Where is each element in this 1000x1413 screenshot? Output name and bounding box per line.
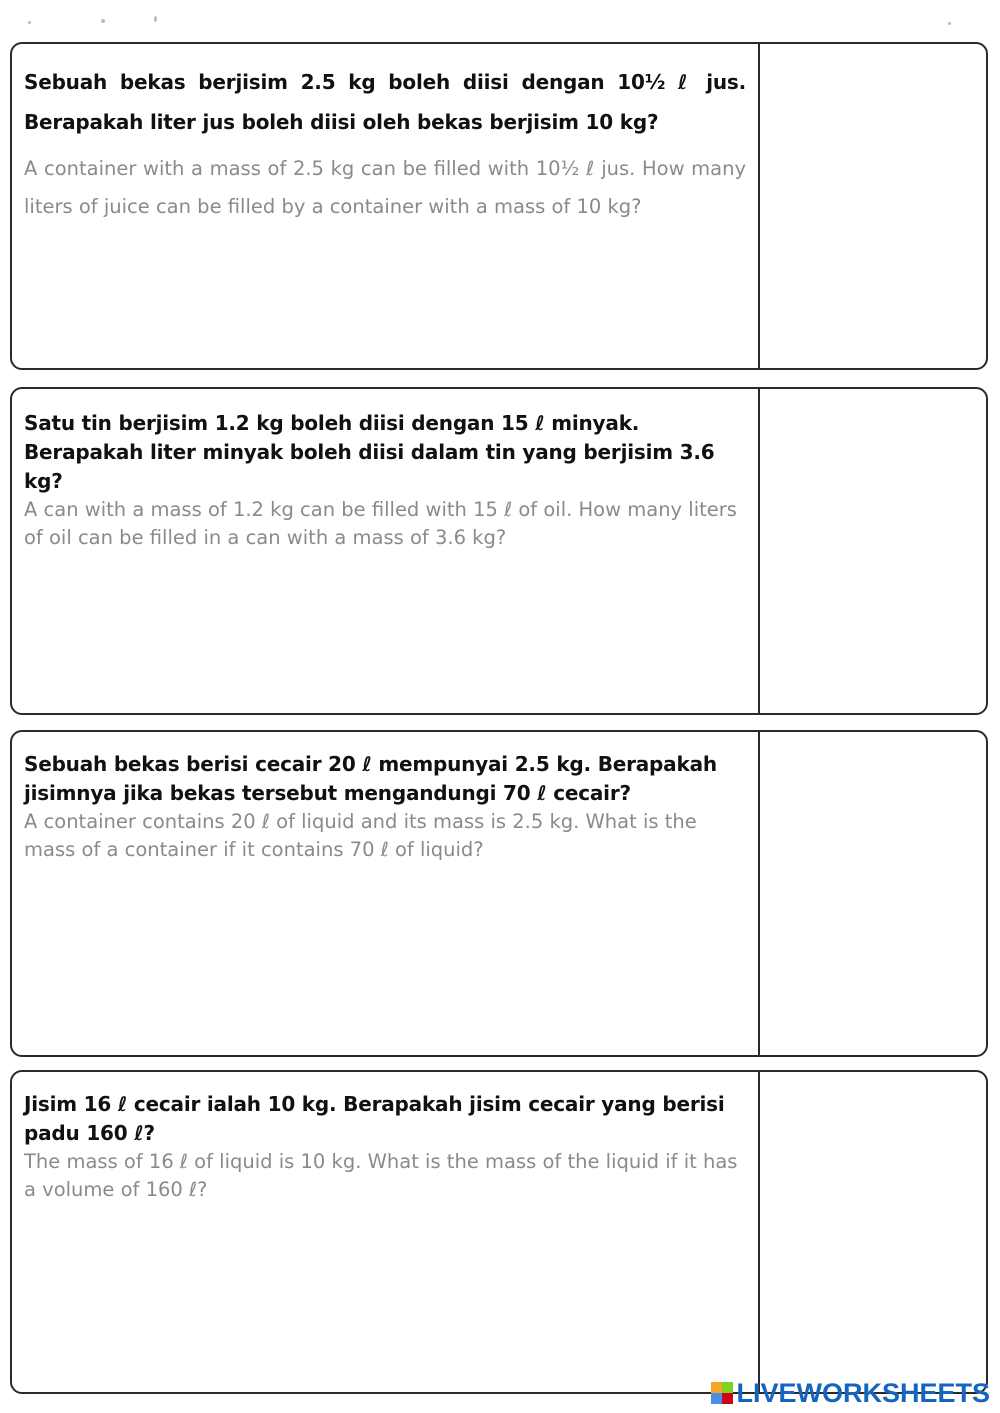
question-2-malay: Satu tin berjisim 1.2 kg boleh diisi dengan 15 ℓ minyak. Berapakah liter minyak boleh diisi dalam tin yang berjisim 3.6 kg? (24, 411, 715, 493)
answer-box-1[interactable] (760, 44, 986, 368)
question-4-english: The mass of 16 ℓ of liquid is 10 kg. What is the mass of the liquid if it has a volume of 160 ℓ? (24, 1150, 738, 1201)
scan-specks (0, 0, 1000, 40)
question-1-malay: Sebuah bekas berjisim 2.5 kg boleh diisi dengan 10½ ℓ jus. Berapakah liter jus boleh diisi oleh bekas berjisim 10 kg? (24, 70, 746, 134)
question-3-malay: Sebuah bekas berisi cecair 20 ℓ mempunyai 2.5 kg. Berapakah jisimnya jika bekas tersebut mengandungi 70 ℓ cecair? (24, 752, 717, 805)
answer-box-4[interactable] (760, 1072, 986, 1392)
question-card-4 (10, 1070, 988, 1394)
question-2-english: A can with a mass of 1.2 kg can be filled with 15 ℓ of oil. How many liters of oil can be filled in a can with a mass of 3.6 kg? (24, 498, 737, 549)
question-4-malay: Jisim 16 ℓ cecair ialah 10 kg. Berapakah jisim cecair yang berisi padu 160 ℓ? (24, 1092, 725, 1145)
question-text-1 (24, 62, 746, 226)
question-text-2 (24, 409, 746, 552)
logo-square-1 (711, 1382, 722, 1393)
answer-box-2[interactable] (760, 389, 986, 713)
question-card-2 (10, 387, 988, 715)
question-text-4 (24, 1090, 746, 1204)
question-text-3 (24, 750, 746, 864)
logo-square-4 (722, 1393, 733, 1404)
brand-name: LIVEWORKSHEETS (736, 1377, 990, 1408)
question-3-english: A container contains 20 ℓ of liquid and its mass is 2.5 kg. What is the mass of a container if it contains 70 ℓ of liquid? (24, 810, 697, 861)
liveworksheets-brand (711, 1376, 990, 1410)
question-1-english: A container with a mass of 2.5 kg can be filled with 10½ ℓ jus. How many liters of juice can be filled by a container with a mass of 10 kg? (24, 157, 746, 218)
logo-square-2 (722, 1382, 733, 1393)
liveworksheets-logo-icon (711, 1382, 733, 1404)
question-card-3 (10, 730, 988, 1057)
question-card-1 (10, 42, 988, 370)
answer-box-3[interactable] (760, 732, 986, 1055)
logo-square-3 (711, 1393, 722, 1404)
